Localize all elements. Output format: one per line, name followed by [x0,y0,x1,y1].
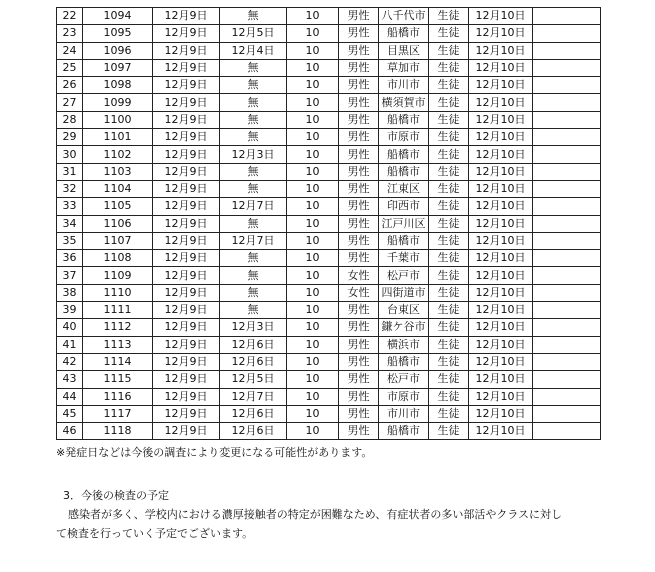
age-cell: 10 [287,94,339,111]
confirmed-date-cell: 12月9日 [153,353,220,370]
occupation-cell: 生徒 [429,336,469,353]
onset-date-cell: 12月3日 [220,146,287,163]
residence-cell: 草加市 [379,59,429,76]
row-number-cell: 39 [57,302,83,319]
table-row [57,284,601,301]
occupation-cell: 生徒 [429,388,469,405]
row-number-cell: 35 [57,232,83,249]
case-number-cell: 1106 [83,215,153,232]
empty-cell [533,163,601,180]
onset-date-cell: 12月7日 [220,198,287,215]
row-number-cell: 45 [57,405,83,422]
gender-cell: 男性 [339,371,379,388]
confirmed-date-cell: 12月9日 [153,77,220,94]
onset-date-cell: 無 [220,267,287,284]
gender-cell: 男性 [339,8,379,25]
empty-cell [533,25,601,42]
publish-date-cell: 12月10日 [469,336,533,353]
table-row [57,405,601,422]
age-cell: 10 [287,25,339,42]
gender-cell: 男性 [339,353,379,370]
case-number-cell: 1096 [83,42,153,59]
occupation-cell: 生徒 [429,77,469,94]
table-row [57,232,601,249]
age-cell: 10 [287,215,339,232]
case-number-cell: 1110 [83,284,153,301]
empty-cell [533,77,601,94]
gender-cell: 女性 [339,284,379,301]
confirmed-date-cell: 12月9日 [153,336,220,353]
confirmed-date-cell: 12月9日 [153,371,220,388]
gender-cell: 男性 [339,129,379,146]
onset-date-cell: 12月7日 [220,388,287,405]
empty-cell [533,129,601,146]
occupation-cell: 生徒 [429,319,469,336]
residence-cell: 江東区 [379,180,429,197]
occupation-cell: 生徒 [429,25,469,42]
case-number-cell: 1116 [83,388,153,405]
residence-cell: 松戸市 [379,371,429,388]
publish-date-cell: 12月10日 [469,250,533,267]
row-number-cell: 23 [57,25,83,42]
confirmed-date-cell: 12月9日 [153,302,220,319]
gender-cell: 男性 [339,25,379,42]
empty-cell [533,94,601,111]
residence-cell: 船橋市 [379,163,429,180]
age-cell: 10 [287,267,339,284]
table-row [57,163,601,180]
publish-date-cell: 12月10日 [469,42,533,59]
occupation-cell: 生徒 [429,146,469,163]
publish-date-cell: 12月10日 [469,267,533,284]
publish-date-cell: 12月10日 [469,353,533,370]
case-number-cell: 1109 [83,267,153,284]
table-row [57,319,601,336]
confirmed-date-cell: 12月9日 [153,94,220,111]
empty-cell [533,250,601,267]
occupation-cell: 生徒 [429,423,469,440]
onset-date-cell: 12月6日 [220,405,287,422]
gender-cell: 男性 [339,319,379,336]
residence-cell: 市川市 [379,77,429,94]
table-row [57,8,601,25]
case-number-cell: 1104 [83,180,153,197]
age-cell: 10 [287,336,339,353]
confirmed-date-cell: 12月9日 [153,180,220,197]
publish-date-cell: 12月10日 [469,284,533,301]
confirmed-date-cell: 12月9日 [153,232,220,249]
row-number-cell: 40 [57,319,83,336]
case-number-cell: 1112 [83,319,153,336]
table-row [57,94,601,111]
residence-cell: 船橋市 [379,423,429,440]
case-number-cell: 1094 [83,8,153,25]
row-number-cell: 38 [57,284,83,301]
empty-cell [533,42,601,59]
publish-date-cell: 12月10日 [469,405,533,422]
table-row [57,353,601,370]
case-number-cell: 1108 [83,250,153,267]
publish-date-cell: 12月10日 [469,215,533,232]
case-number-cell: 1097 [83,59,153,76]
case-number-cell: 1100 [83,111,153,128]
case-number-cell: 1118 [83,423,153,440]
age-cell: 10 [287,371,339,388]
publish-date-cell: 12月10日 [469,163,533,180]
age-cell: 10 [287,146,339,163]
empty-cell [533,111,601,128]
table-row [57,111,601,128]
gender-cell: 男性 [339,423,379,440]
table-row [57,336,601,353]
case-number-cell: 1099 [83,94,153,111]
residence-cell: 目黒区 [379,42,429,59]
row-number-cell: 33 [57,198,83,215]
occupation-cell: 生徒 [429,8,469,25]
confirmed-date-cell: 12月9日 [153,111,220,128]
gender-cell: 男性 [339,215,379,232]
row-number-cell: 42 [57,353,83,370]
gender-cell: 男性 [339,111,379,128]
onset-date-cell: 12月4日 [220,42,287,59]
publish-date-cell: 12月10日 [469,319,533,336]
age-cell: 10 [287,423,339,440]
row-number-cell: 29 [57,129,83,146]
section-paragraph [56,505,616,543]
onset-date-cell: 無 [220,111,287,128]
publish-date-cell: 12月10日 [469,59,533,76]
case-number-cell: 1103 [83,163,153,180]
confirmed-date-cell: 12月9日 [153,59,220,76]
publish-date-cell: 12月10日 [469,302,533,319]
occupation-cell: 生徒 [429,353,469,370]
row-number-cell: 41 [57,336,83,353]
onset-date-cell: 12月6日 [220,423,287,440]
row-number-cell: 24 [57,42,83,59]
empty-cell [533,423,601,440]
occupation-cell: 生徒 [429,180,469,197]
empty-cell [533,267,601,284]
table-row [57,267,601,284]
publish-date-cell: 12月10日 [469,77,533,94]
occupation-cell: 生徒 [429,163,469,180]
table-row [57,198,601,215]
occupation-cell: 生徒 [429,42,469,59]
table-row [57,215,601,232]
table-row [57,25,601,42]
residence-cell: 横浜市 [379,336,429,353]
gender-cell: 男性 [339,163,379,180]
paragraph-line: て検査を行っていく予定でございます。 [56,527,254,540]
table-row [57,250,601,267]
row-number-cell: 31 [57,163,83,180]
empty-cell [533,302,601,319]
empty-cell [533,198,601,215]
age-cell: 10 [287,284,339,301]
table-row [57,180,601,197]
empty-cell [533,284,601,301]
empty-cell [533,59,601,76]
case-number-cell: 1102 [83,146,153,163]
age-cell: 10 [287,232,339,249]
onset-date-cell: 無 [220,284,287,301]
occupation-cell: 生徒 [429,371,469,388]
occupation-cell: 生徒 [429,111,469,128]
confirmed-date-cell: 12月9日 [153,267,220,284]
onset-date-cell: 12月6日 [220,353,287,370]
publish-date-cell: 12月10日 [469,423,533,440]
row-number-cell: 28 [57,111,83,128]
onset-date-cell: 無 [220,77,287,94]
residence-cell: 鎌ケ谷市 [379,319,429,336]
age-cell: 10 [287,42,339,59]
onset-date-cell: 無 [220,94,287,111]
row-number-cell: 25 [57,59,83,76]
empty-cell [533,353,601,370]
residence-cell: 江戸川区 [379,215,429,232]
publish-date-cell: 12月10日 [469,25,533,42]
age-cell: 10 [287,198,339,215]
empty-cell [533,180,601,197]
gender-cell: 男性 [339,42,379,59]
gender-cell: 男性 [339,232,379,249]
occupation-cell: 生徒 [429,59,469,76]
age-cell: 10 [287,250,339,267]
gender-cell: 男性 [339,250,379,267]
case-number-cell: 1115 [83,371,153,388]
age-cell: 10 [287,405,339,422]
residence-cell: 市原市 [379,388,429,405]
table-row [57,59,601,76]
publish-date-cell: 12月10日 [469,111,533,128]
empty-cell [533,336,601,353]
residence-cell: 松戸市 [379,267,429,284]
confirmed-date-cell: 12月9日 [153,42,220,59]
case-number-cell: 1105 [83,198,153,215]
age-cell: 10 [287,163,339,180]
onset-date-cell: 12月6日 [220,336,287,353]
onset-date-cell: 無 [220,302,287,319]
age-cell: 10 [287,353,339,370]
occupation-cell: 生徒 [429,198,469,215]
residence-cell: 四街道市 [379,284,429,301]
case-number-cell: 1117 [83,405,153,422]
publish-date-cell: 12月10日 [469,232,533,249]
row-number-cell: 26 [57,77,83,94]
age-cell: 10 [287,77,339,94]
paragraph-line: 感染者が多く、学校内における濃厚接触者の特定が困難なため、有症状者の多い部活やクラスに対し [68,508,563,521]
row-number-cell: 43 [57,371,83,388]
onset-date-cell: 12月5日 [220,25,287,42]
age-cell: 10 [287,388,339,405]
onset-date-cell: 無 [220,8,287,25]
table-row [57,146,601,163]
onset-date-cell: 無 [220,215,287,232]
onset-date-cell: 12月7日 [220,232,287,249]
empty-cell [533,319,601,336]
residence-cell: 市川市 [379,405,429,422]
age-cell: 10 [287,111,339,128]
residence-cell: 印西市 [379,198,429,215]
gender-cell: 男性 [339,405,379,422]
residence-cell: 千葉市 [379,250,429,267]
confirmed-date-cell: 12月9日 [153,388,220,405]
gender-cell: 男性 [339,59,379,76]
empty-cell [533,232,601,249]
row-number-cell: 36 [57,250,83,267]
row-number-cell: 27 [57,94,83,111]
onset-date-cell: 無 [220,59,287,76]
residence-cell: 船橋市 [379,25,429,42]
row-number-cell: 34 [57,215,83,232]
age-cell: 10 [287,129,339,146]
gender-cell: 女性 [339,267,379,284]
gender-cell: 男性 [339,198,379,215]
row-number-cell: 44 [57,388,83,405]
age-cell: 10 [287,59,339,76]
table-row [57,388,601,405]
residence-cell: 船橋市 [379,232,429,249]
publish-date-cell: 12月10日 [469,198,533,215]
publish-date-cell: 12月10日 [469,180,533,197]
gender-cell: 男性 [339,180,379,197]
confirmed-date-cell: 12月9日 [153,198,220,215]
publish-date-cell: 12月10日 [469,8,533,25]
occupation-cell: 生徒 [429,232,469,249]
onset-date-cell: 無 [220,163,287,180]
confirmed-date-cell: 12月9日 [153,250,220,267]
case-number-cell: 1101 [83,129,153,146]
gender-cell: 男性 [339,336,379,353]
case-number-cell: 1114 [83,353,153,370]
residence-cell: 船橋市 [379,111,429,128]
table-row [57,371,601,388]
occupation-cell: 生徒 [429,215,469,232]
empty-cell [533,146,601,163]
onset-date-cell: 12月3日 [220,319,287,336]
empty-cell [533,215,601,232]
row-number-cell: 22 [57,8,83,25]
onset-date-cell: 無 [220,180,287,197]
residence-cell: 船橋市 [379,353,429,370]
confirmed-date-cell: 12月9日 [153,215,220,232]
age-cell: 10 [287,302,339,319]
residence-cell: 市原市 [379,129,429,146]
section-heading: 3．今後の検査の予定 [63,489,169,502]
case-table-body [57,8,601,440]
confirmed-date-cell: 12月9日 [153,146,220,163]
age-cell: 10 [287,8,339,25]
publish-date-cell: 12月10日 [469,371,533,388]
case-number-cell: 1111 [83,302,153,319]
row-number-cell: 30 [57,146,83,163]
case-number-cell: 1107 [83,232,153,249]
empty-cell [533,371,601,388]
publish-date-cell: 12月10日 [469,94,533,111]
occupation-cell: 生徒 [429,129,469,146]
confirmed-date-cell: 12月9日 [153,284,220,301]
residence-cell: 横須賀市 [379,94,429,111]
gender-cell: 男性 [339,77,379,94]
occupation-cell: 生徒 [429,94,469,111]
row-number-cell: 32 [57,180,83,197]
case-number-cell: 1095 [83,25,153,42]
table-row [57,302,601,319]
confirmed-date-cell: 12月9日 [153,163,220,180]
onset-date-cell: 無 [220,129,287,146]
gender-cell: 男性 [339,146,379,163]
confirmed-date-cell: 12月9日 [153,405,220,422]
publish-date-cell: 12月10日 [469,129,533,146]
publish-date-cell: 12月10日 [469,146,533,163]
confirmed-date-cell: 12月9日 [153,8,220,25]
confirmed-date-cell: 12月9日 [153,319,220,336]
age-cell: 10 [287,180,339,197]
empty-cell [533,388,601,405]
occupation-cell: 生徒 [429,284,469,301]
case-number-cell: 1098 [83,77,153,94]
case-number-cell: 1113 [83,336,153,353]
table-row [57,129,601,146]
disclaimer-note: ※発症日などは今後の調査により変更になる可能性があります。 [56,446,373,459]
onset-date-cell: 無 [220,250,287,267]
confirmed-date-cell: 12月9日 [153,25,220,42]
case-table [56,7,601,440]
row-number-cell: 46 [57,423,83,440]
age-cell: 10 [287,319,339,336]
gender-cell: 男性 [339,388,379,405]
occupation-cell: 生徒 [429,267,469,284]
onset-date-cell: 12月5日 [220,371,287,388]
residence-cell: 台東区 [379,302,429,319]
empty-cell [533,405,601,422]
occupation-cell: 生徒 [429,302,469,319]
confirmed-date-cell: 12月9日 [153,129,220,146]
residence-cell: 八千代市 [379,8,429,25]
table-row [57,42,601,59]
empty-cell [533,8,601,25]
row-number-cell: 37 [57,267,83,284]
table-row [57,77,601,94]
residence-cell: 船橋市 [379,146,429,163]
gender-cell: 男性 [339,94,379,111]
publish-date-cell: 12月10日 [469,388,533,405]
occupation-cell: 生徒 [429,405,469,422]
occupation-cell: 生徒 [429,250,469,267]
gender-cell: 男性 [339,302,379,319]
confirmed-date-cell: 12月9日 [153,423,220,440]
table-row [57,423,601,440]
